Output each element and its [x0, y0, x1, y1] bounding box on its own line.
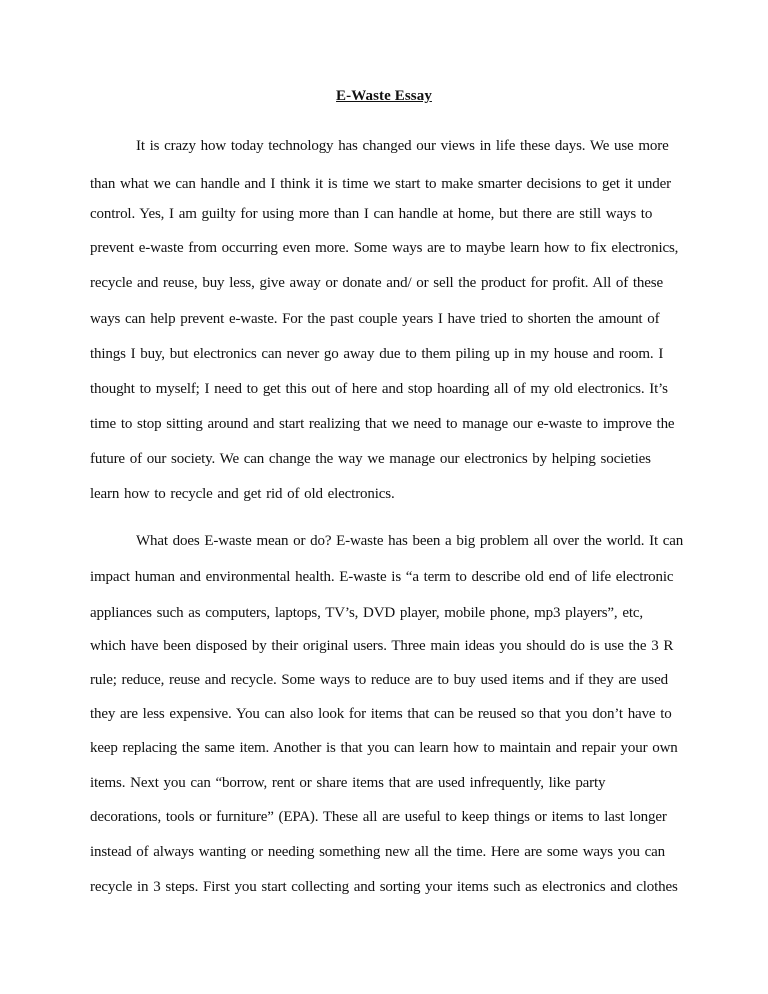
paragraph-1-line-7: things I buy, but electronics can never go away due to them piling up in my house and room. I: [90, 346, 664, 362]
paragraph-1-line-10: future of our society. We can change the way we manage our electronics by helping societies: [90, 451, 651, 467]
paragraph-2-line-8: items. Next you can “borrow, rent or share items that are used infrequently, like party: [90, 775, 606, 791]
paragraph-2-line-5: rule; reduce, reuse and recycle. Some ways to reduce are to buy used items and if they are used: [90, 672, 668, 688]
paragraph-2-line-1: What does E-waste mean or do? E-waste has been a big problem all over the world. It can: [136, 533, 684, 549]
paragraph-1-line-3: control. Yes, I am guilty for using more than I can handle at home, but there are still ways to: [90, 206, 653, 222]
paragraph-1-line-11: learn how to recycle and get rid of old electronics.: [90, 486, 395, 502]
paragraph-2-line-3: appliances such as computers, laptops, TV’s, DVD player, mobile phone, mp3 players”, etc,: [90, 605, 643, 621]
paragraph-1-line-9: time to stop sitting around and start realizing that we need to manage our e-waste to improve the: [90, 416, 675, 432]
essay-title: E-Waste Essay: [336, 88, 432, 104]
paragraph-2-line-9: decorations, tools or furniture” (EPA). These all are useful to keep things or items to last longer: [90, 809, 667, 825]
paragraph-1-line-2: than what we can handle and I think it is time we start to make smarter decisions to get it under: [90, 176, 671, 192]
paragraph-1-line-5: recycle and reuse, buy less, give away or donate and/ or sell the product for profit. All of these: [90, 275, 663, 291]
paragraph-2-line-2: impact human and environmental health. E-waste is “a term to describe old end of life electronic: [90, 569, 674, 585]
paragraph-2-line-11: recycle in 3 steps. First you start collecting and sorting your items such as electronics and clothes: [90, 879, 678, 895]
paragraph-1-line-4: prevent e-waste from occurring even more. Some ways are to maybe learn how to fix electronics,: [90, 240, 679, 256]
paragraph-2-line-6: they are less expensive. You can also look for items that can be reused so that you don’t have to: [90, 706, 672, 722]
paragraph-1-line-8: thought to myself; I need to get this out of here and stop hoarding all of my old electronics. It’s: [90, 381, 668, 397]
paragraph-2-line-10: instead of always wanting or needing something new all the time. Here are some ways you can: [90, 844, 665, 860]
paragraph-2-line-7: keep replacing the same item. Another is that you can learn how to maintain and repair your own: [90, 740, 678, 756]
paragraph-1-line-1: It is crazy how today technology has changed our views in life these days. We use more: [136, 138, 669, 154]
paragraph-1-line-6: ways can help prevent e-waste. For the past couple years I have tried to shorten the amount of: [90, 311, 660, 327]
paragraph-2-line-4: which have been disposed by their original users. Three main ideas you should do is use the 3 R: [90, 638, 674, 654]
